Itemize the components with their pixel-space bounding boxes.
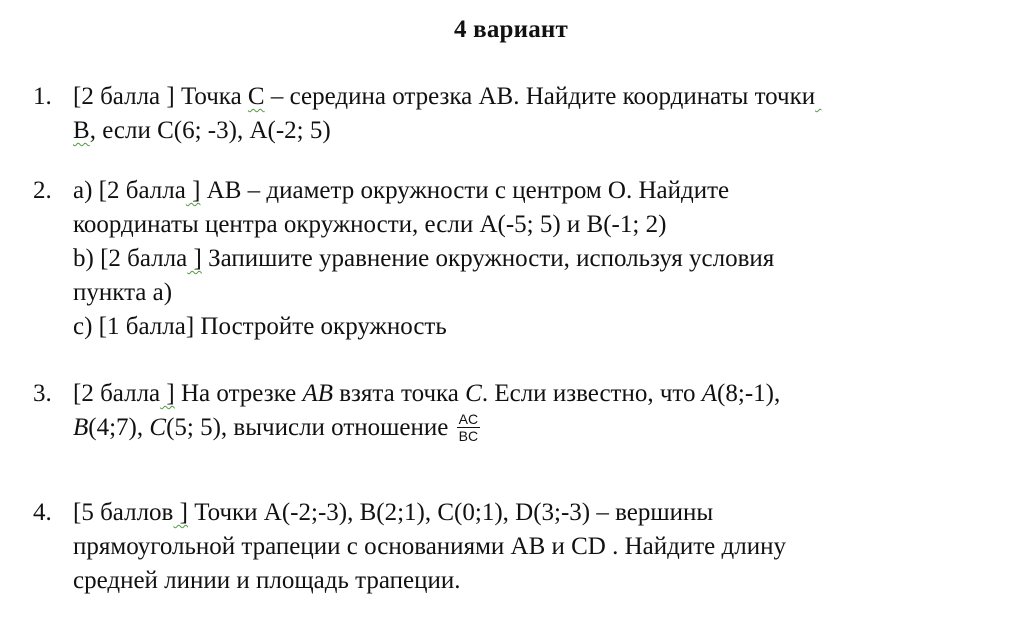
fraction-numerator: AC: [458, 410, 479, 427]
text-run: взята точка: [333, 380, 466, 407]
text-run: Запишите уравнение окружности, используя условия: [201, 245, 775, 272]
text-run: (4;7),: [88, 414, 150, 441]
question-text: [73, 174, 1003, 344]
text-run: АВ – диаметр окружности с центром О. Найдите: [200, 177, 730, 204]
italic-text: АВ: [302, 380, 333, 407]
question-number: 2.: [33, 177, 52, 204]
text-line: прямоугольной трапеции с основаниями АВ и CD . Найдите длину: [73, 533, 786, 560]
text-line: [73, 80, 1003, 114]
text-line: координаты центра окружности, если А(-5; 5) и В(-1; 2): [73, 211, 667, 238]
text-run: На отрезке: [174, 380, 303, 407]
text-line: средней линии и площадь трапеции.: [73, 567, 461, 594]
italic-text: А: [701, 380, 718, 407]
text-run: . Если известно, что: [481, 380, 702, 407]
text-run: (5; 5), вычисли отношение: [166, 414, 455, 441]
page-title: 4 вариант: [453, 16, 569, 43]
italic-text: В: [73, 414, 89, 441]
text-run: (8;-1),: [717, 380, 781, 407]
spellcheck-marked-word: В: [73, 117, 90, 144]
italic-text: С: [149, 414, 167, 441]
text-run: [5 баллов: [73, 499, 174, 526]
text-run: , если С(6; -3), А(-2; 5): [89, 117, 331, 144]
question-number: 4.: [33, 499, 52, 526]
text-run: [2 балла ] Точка: [73, 83, 248, 110]
spellcheck-marked-word: С: [247, 83, 265, 110]
fraction-denominator: BC: [458, 427, 479, 444]
text-run: Точки А(-2;-3), В(2;1), С(0;1), D(3;-3) – вершины: [187, 499, 714, 526]
text-line: [73, 242, 1003, 276]
text-run: а) [2 балла: [73, 177, 186, 204]
spellcheck-mark: [815, 83, 821, 110]
spellcheck-marked-word: ]: [185, 177, 201, 204]
text-run: b) [2 балла: [73, 245, 188, 272]
italic-text: С: [465, 380, 482, 407]
text-line: [73, 174, 1003, 208]
ratio-fraction: [457, 411, 480, 444]
text-line: с) [1 балла] Постройте окружность: [73, 313, 447, 340]
text-run: [2 балла: [73, 380, 161, 407]
spellcheck-marked-word: ]: [160, 380, 175, 407]
question-text: [73, 377, 1003, 451]
text-run: – середина отрезка АВ. Найдите координаты точки: [264, 83, 816, 110]
question-text: [73, 80, 1003, 148]
text-line: [73, 114, 1003, 148]
text-line: [73, 377, 1003, 411]
spellcheck-marked-word: ]: [173, 499, 188, 526]
question-text: [73, 496, 1003, 598]
text-line: [73, 496, 1003, 530]
question-number: 3.: [33, 380, 52, 407]
text-line: пункта а): [73, 279, 173, 306]
question-number: 1.: [33, 83, 52, 110]
text-line: [73, 411, 1003, 451]
spellcheck-marked-word: ]: [187, 245, 202, 272]
